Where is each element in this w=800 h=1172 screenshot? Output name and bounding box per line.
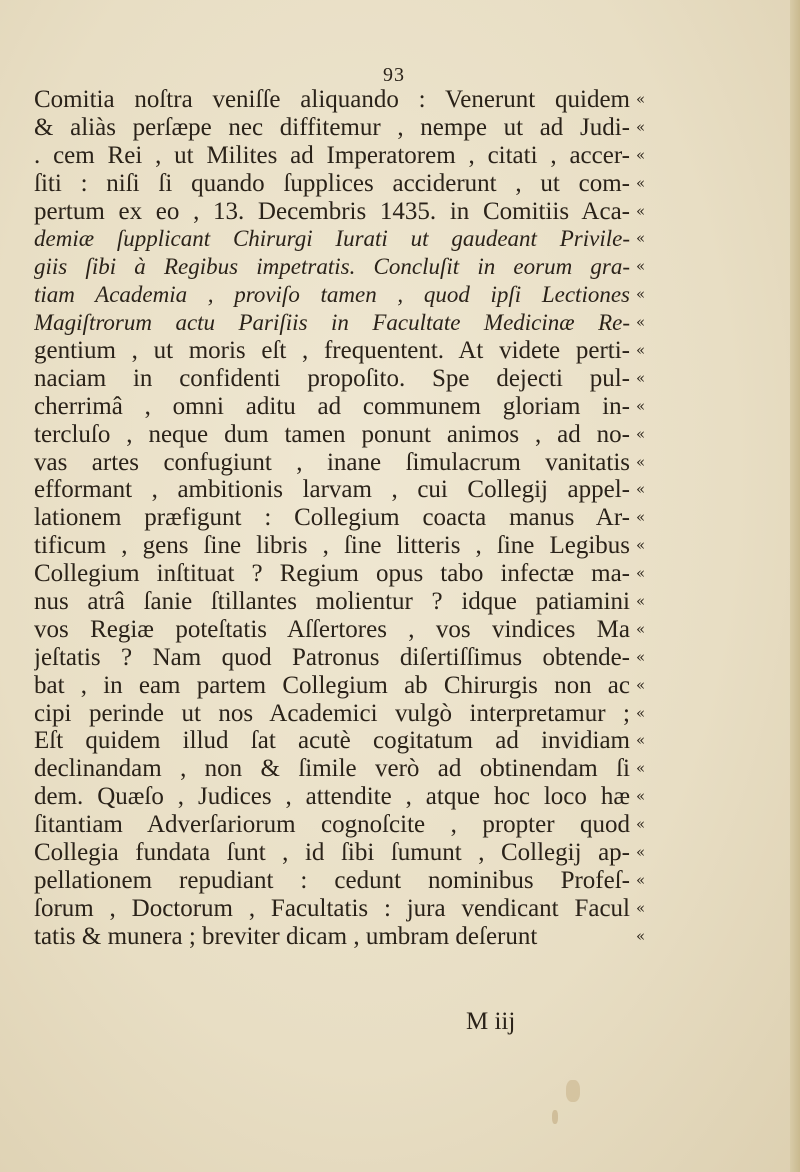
text-line: bat , in eam partem Collegium ab Chirurgis non ac — [34, 671, 630, 699]
quote-mark: « — [636, 898, 646, 917]
quote-mark: « — [636, 592, 646, 611]
quote-mark: « — [636, 564, 646, 583]
quote-mark: « — [636, 647, 646, 666]
text-line: Magiſtrorum actu Pariſiis in Facultate Medicinæ Re- — [34, 310, 630, 336]
quote-mark: « — [636, 480, 646, 499]
quote-mark: « — [636, 229, 646, 248]
text-line: pellationem repudiant : cedunt nominibus Profeſ- — [34, 866, 630, 894]
quote-mark: « — [636, 870, 646, 889]
text-line: & aliàs perſæpe nec diffitemur , nempe ut ad Judi- — [34, 113, 630, 141]
text-line: declinandam , non & ſimile verò ad obtinendam ſi — [34, 755, 630, 783]
quote-mark: « — [636, 787, 646, 806]
text-line: naciam in confidenti propoſito. Spe dejecti pul- — [34, 364, 630, 392]
quote-mark: « — [636, 424, 646, 443]
text-line: cherrimâ , omni aditu ad communem gloriam in- — [34, 392, 630, 420]
text-line: Collegium inſtituat ? Regium opus tabo infectæ ma- — [34, 560, 630, 588]
text-line: demiæ ſupplicant Chirurgi Iurati ut gaudeant Privile- — [34, 226, 630, 252]
text-line: ſiti : niſi ſi quando ſupplices acciderunt , ut com- — [34, 169, 630, 197]
body-text — [34, 86, 630, 951]
ink-smudge — [566, 1080, 580, 1102]
quote-mark: « — [636, 313, 646, 332]
text-line: vas artes confugiunt , inane ſimulacrum vanitatis — [34, 448, 630, 476]
signature-mark: M iij — [466, 1008, 516, 1035]
text-line: Comitia noſtra veniſſe aliquando : Venerunt quidem — [34, 86, 630, 113]
text-line: ſorum , Doctorum , Facultatis : jura vendicant Facul — [34, 894, 630, 922]
quotation-margin — [636, 86, 666, 951]
text-line: tatis & munera ; breviter dicam , umbram deſerunt — [34, 922, 538, 950]
text-line: dem. Quæſo , Judices , attendite , atque hoc loco hæ — [34, 783, 630, 811]
text-line: . cem Rei , ut Milites ad Imperatorem , citati , accer- — [34, 141, 630, 169]
quote-mark: « — [636, 201, 646, 220]
quote-mark: « — [636, 368, 646, 387]
quote-mark: « — [636, 703, 646, 722]
text-line: Collegia fundata ſunt , id ſibi ſumunt , Collegij ap- — [34, 839, 630, 867]
text-line: jeſtatis ? Nam quod Patronus diſertiſſimus obtende- — [34, 643, 630, 671]
text-line: lationem præfigunt : Collegium coacta manus Ar- — [34, 504, 630, 532]
text-line: giis ſibi à Regibus impetratis. Concluſit in eorum gra- — [34, 254, 630, 280]
quote-mark: « — [636, 675, 646, 694]
quote-mark: « — [636, 926, 646, 945]
quote-mark: « — [636, 843, 646, 862]
page-number: 93 — [383, 64, 405, 86]
quote-mark: « — [636, 145, 646, 164]
ink-smudge — [552, 1110, 558, 1124]
text-line: vos Regiæ poteſtatis Aſſertores , vos vindices Ma — [34, 615, 630, 643]
text-line: gentium , ut moris eſt , frequentent. At videte perti- — [34, 337, 630, 365]
text-line: cipi perinde ut nos Academici vulgò interpretamur ; — [34, 699, 630, 727]
text-line: pertum ex eo , 13. Decembris 1435. in Comitiis Aca- — [34, 197, 630, 225]
quote-mark: « — [636, 508, 646, 527]
quote-mark: « — [636, 257, 646, 276]
quote-mark: « — [636, 619, 646, 638]
quote-mark: « — [636, 341, 646, 360]
quote-mark: « — [636, 759, 646, 778]
text-line: Eſt quidem illud ſat acutè cogitatum ad invidiam — [34, 727, 630, 755]
quote-mark: « — [636, 452, 646, 471]
text-line: nus atrâ ſanie ſtillantes molientur ? idque patiamini — [34, 588, 630, 616]
text-line: tificum , gens ſine libris , ſine litteris , ſine Legibus — [34, 532, 630, 560]
quote-mark: « — [636, 815, 646, 834]
quote-mark: « — [636, 173, 646, 192]
text-line: ſitantiam Adverſariorum cognoſcite , propter quod — [34, 811, 630, 839]
text-line: efformant , ambitionis larvam , cui Collegij appel- — [34, 476, 630, 504]
page-edge — [790, 0, 800, 1172]
text-line: tiam Academia , proviſo tamen , quod ipſi Lectiones — [34, 282, 630, 308]
quote-mark: « — [636, 536, 646, 555]
quote-mark: « — [636, 285, 646, 304]
quote-mark: « — [636, 117, 646, 136]
quote-mark: « — [636, 90, 646, 108]
quote-mark: « — [636, 396, 646, 415]
text-line: tercluſo , neque dum tamen ponunt animos , ad no- — [34, 420, 630, 448]
quote-mark: « — [636, 731, 646, 750]
